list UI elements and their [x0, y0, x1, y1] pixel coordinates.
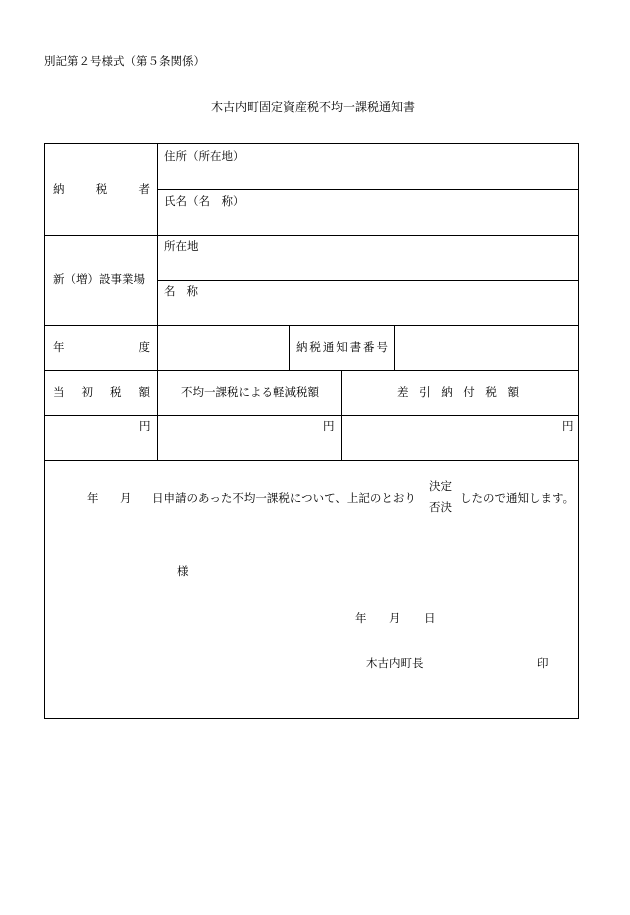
- date-month: 月: [389, 611, 401, 625]
- notice-form-table: [44, 143, 579, 719]
- reduction-yen: 円: [323, 419, 335, 433]
- mayor-title: 木古内町長: [366, 656, 424, 670]
- seal-mark: 印: [537, 656, 549, 670]
- rule-amount-split: [341, 370, 342, 460]
- notice-month: 月: [120, 491, 132, 505]
- rule-year-split-1: [289, 325, 290, 370]
- option-rejected: 否決: [429, 499, 452, 514]
- fiscal-year-field: [158, 326, 289, 370]
- notice-body-text: 日申請のあった不均一課税について、上記のとおり: [152, 491, 416, 505]
- initial-tax-yen: 円: [139, 419, 151, 433]
- initial-tax-label: 当 初 税 額: [53, 385, 150, 399]
- option-decided: 決定: [429, 479, 452, 493]
- rule-site-mid: [157, 280, 579, 281]
- rule-after-taxpayer: [45, 235, 579, 236]
- net-tax-yen: 円: [562, 419, 574, 433]
- location-label: 所在地: [164, 239, 199, 253]
- date-day: 日: [424, 611, 436, 625]
- document-title: 木古内町固定資産税不均一課税通知書: [211, 100, 416, 114]
- rule-label-column: [157, 144, 158, 460]
- form-number: 別記第２号様式（第５条関係）: [44, 54, 205, 68]
- fiscal-year-label: 年 度: [53, 340, 150, 354]
- site-name-label: 名 称: [164, 284, 198, 298]
- taxpayer-label: 納 税 者: [53, 182, 150, 196]
- rule-taxpayer-mid: [157, 189, 579, 190]
- notice-ending-text: したので通知します。: [460, 491, 575, 505]
- site-label: 新（増）設事業場: [53, 272, 145, 286]
- notice-number-label: 納 税 通 知 書 番 号: [296, 340, 388, 354]
- notice-number-field: [395, 326, 579, 370]
- reduction-label: 不均一課税による軽減税額: [181, 385, 319, 399]
- rule-after-amount-labels: [45, 415, 579, 416]
- address-label: 住所（所在地）: [164, 149, 245, 163]
- decision-options: [429, 481, 452, 513]
- date-year: 年: [355, 611, 367, 625]
- name-label: 氏名（名 称）: [164, 194, 245, 208]
- net-tax-label: 差 引 納 付 税 額: [397, 385, 519, 399]
- notice-year: 年: [87, 491, 99, 505]
- recipient-honorific: 様: [177, 564, 189, 578]
- rule-after-year: [45, 370, 579, 371]
- rule-after-amounts: [45, 460, 579, 461]
